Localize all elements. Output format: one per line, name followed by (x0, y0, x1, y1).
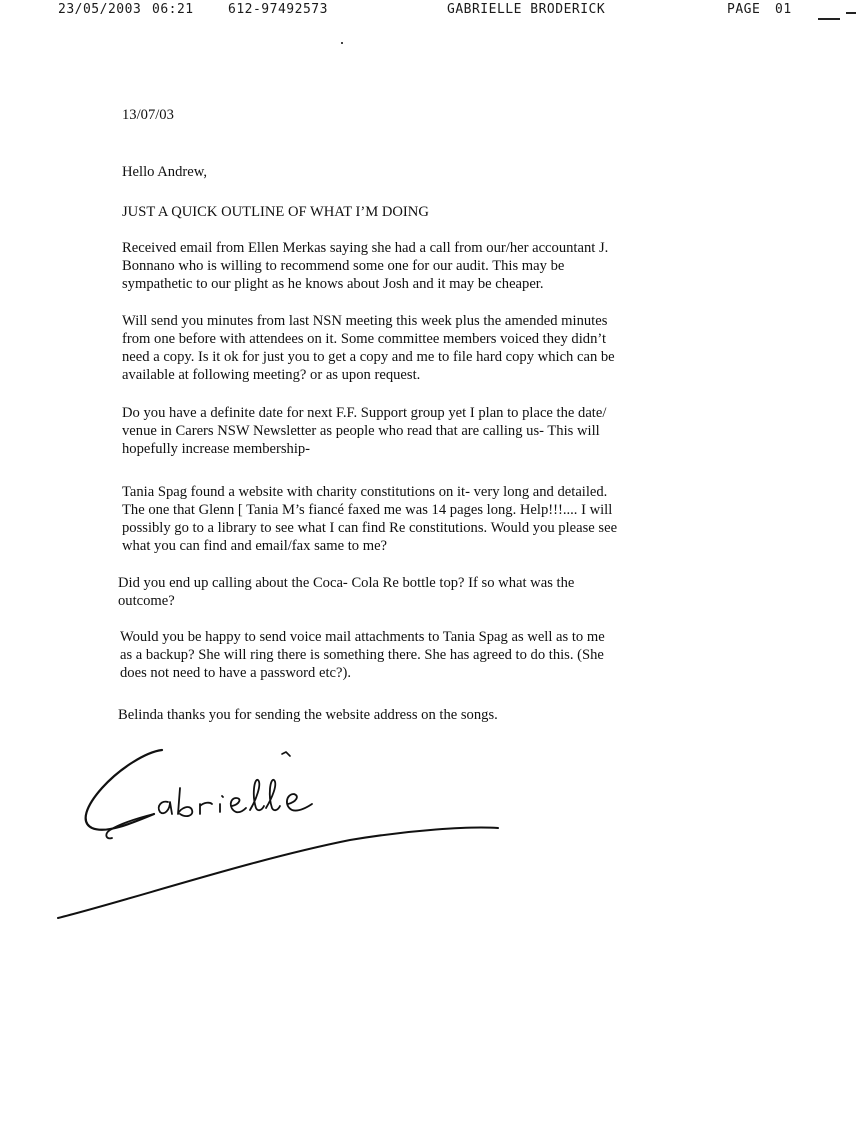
paragraph-audit (122, 239, 608, 293)
paragraph-line: sympathetic to our plight as he knows about Josh and it may be cheaper. (122, 276, 544, 292)
paragraph-line: as a backup? She will ring there is something there. She has agreed to do this. (She (120, 647, 604, 663)
paragraph-line: from one before with attendees on it. Some committee members voiced they didn’t (122, 331, 607, 347)
signature-stroke (220, 796, 223, 812)
handwritten-signature (50, 740, 520, 930)
paragraph-line: what you can find and email/fax same to me? (122, 538, 388, 554)
paragraph-support-group (122, 404, 606, 458)
paragraph-minutes (122, 312, 615, 384)
paragraph-line: outcome? (118, 593, 175, 609)
signature-stroke (287, 794, 312, 811)
fax-header (0, 2, 864, 22)
fax-page-number: 01 (775, 2, 792, 17)
signature-stroke (250, 780, 264, 810)
signature-stroke (159, 802, 172, 814)
paragraph-line: Received email from Ellen Merkas saying she had a call from our/her accountant J. (122, 240, 609, 256)
fax-phone: 612-97492573 (228, 2, 328, 17)
fax-page-label: PAGE (727, 2, 761, 17)
paragraph-line: The one that Glenn [ Tania M’s fiancé faxed me was 14 pages long. Help!!!.... I will (122, 502, 613, 518)
fax-date: 23/05/2003 (58, 2, 142, 17)
paragraph-thanks (118, 706, 498, 724)
signature-underline (58, 828, 498, 919)
signature-stroke (86, 750, 162, 830)
paragraph-line: possibly go to a library to see what I can find Re constitutions. Would you please see (122, 520, 618, 536)
paragraph-line: hopefully increase membership- (122, 441, 311, 457)
paragraph-line: Bonnano who is willing to recommend some one for our audit. This may be (122, 258, 565, 274)
letter-greeting: Hello Andrew, (122, 164, 207, 180)
fax-sender: GABRIELLE BRODERICK (447, 2, 606, 17)
paragraph-line: Will send you minutes from last NSN meeting this week plus the amended minutes (122, 313, 608, 329)
signature-stroke (178, 788, 192, 816)
fax-header-mark (818, 18, 840, 20)
paragraph-line: Belinda thanks you for sending the website address on the songs. (118, 707, 498, 723)
signature-stroke (282, 752, 290, 756)
fax-time: 06:21 (152, 2, 194, 17)
scan-speck (341, 42, 343, 44)
paragraph-coca-cola (118, 574, 574, 610)
paragraph-voice-mail (120, 628, 605, 682)
fax-header-mark (846, 12, 856, 14)
paragraph-line: Tania Spag found a website with charity constitutions on it- very long and detailed. (122, 484, 608, 500)
signature-stroke (266, 780, 280, 810)
paragraph-line: available at following meeting? or as upon request. (122, 367, 421, 383)
paragraph-line: need a copy. Is it ok for just you to get a copy and me to file hard copy which can be (122, 349, 615, 365)
paragraph-line: venue in Carers NSW Newsletter as people who read that are calling us- This will (122, 423, 600, 439)
letter-heading: JUST A QUICK OUTLINE OF WHAT I’M DOING (122, 204, 429, 220)
signature-stroke (200, 803, 212, 814)
signature-stroke (231, 798, 246, 812)
paragraph-line: does not need to have a password etc?). (120, 665, 351, 681)
letter-date: 13/07/03 (122, 107, 174, 123)
paragraph-line: Did you end up calling about the Coca- Cola Re bottle top? If so what was the (118, 575, 575, 591)
paragraph-line: Do you have a definite date for next F.F. Support group yet I plan to place the date/ (122, 405, 607, 421)
paragraph-line: Would you be happy to send voice mail attachments to Tania Spag as well as to me (120, 629, 605, 645)
paragraph-constitutions (122, 483, 617, 555)
